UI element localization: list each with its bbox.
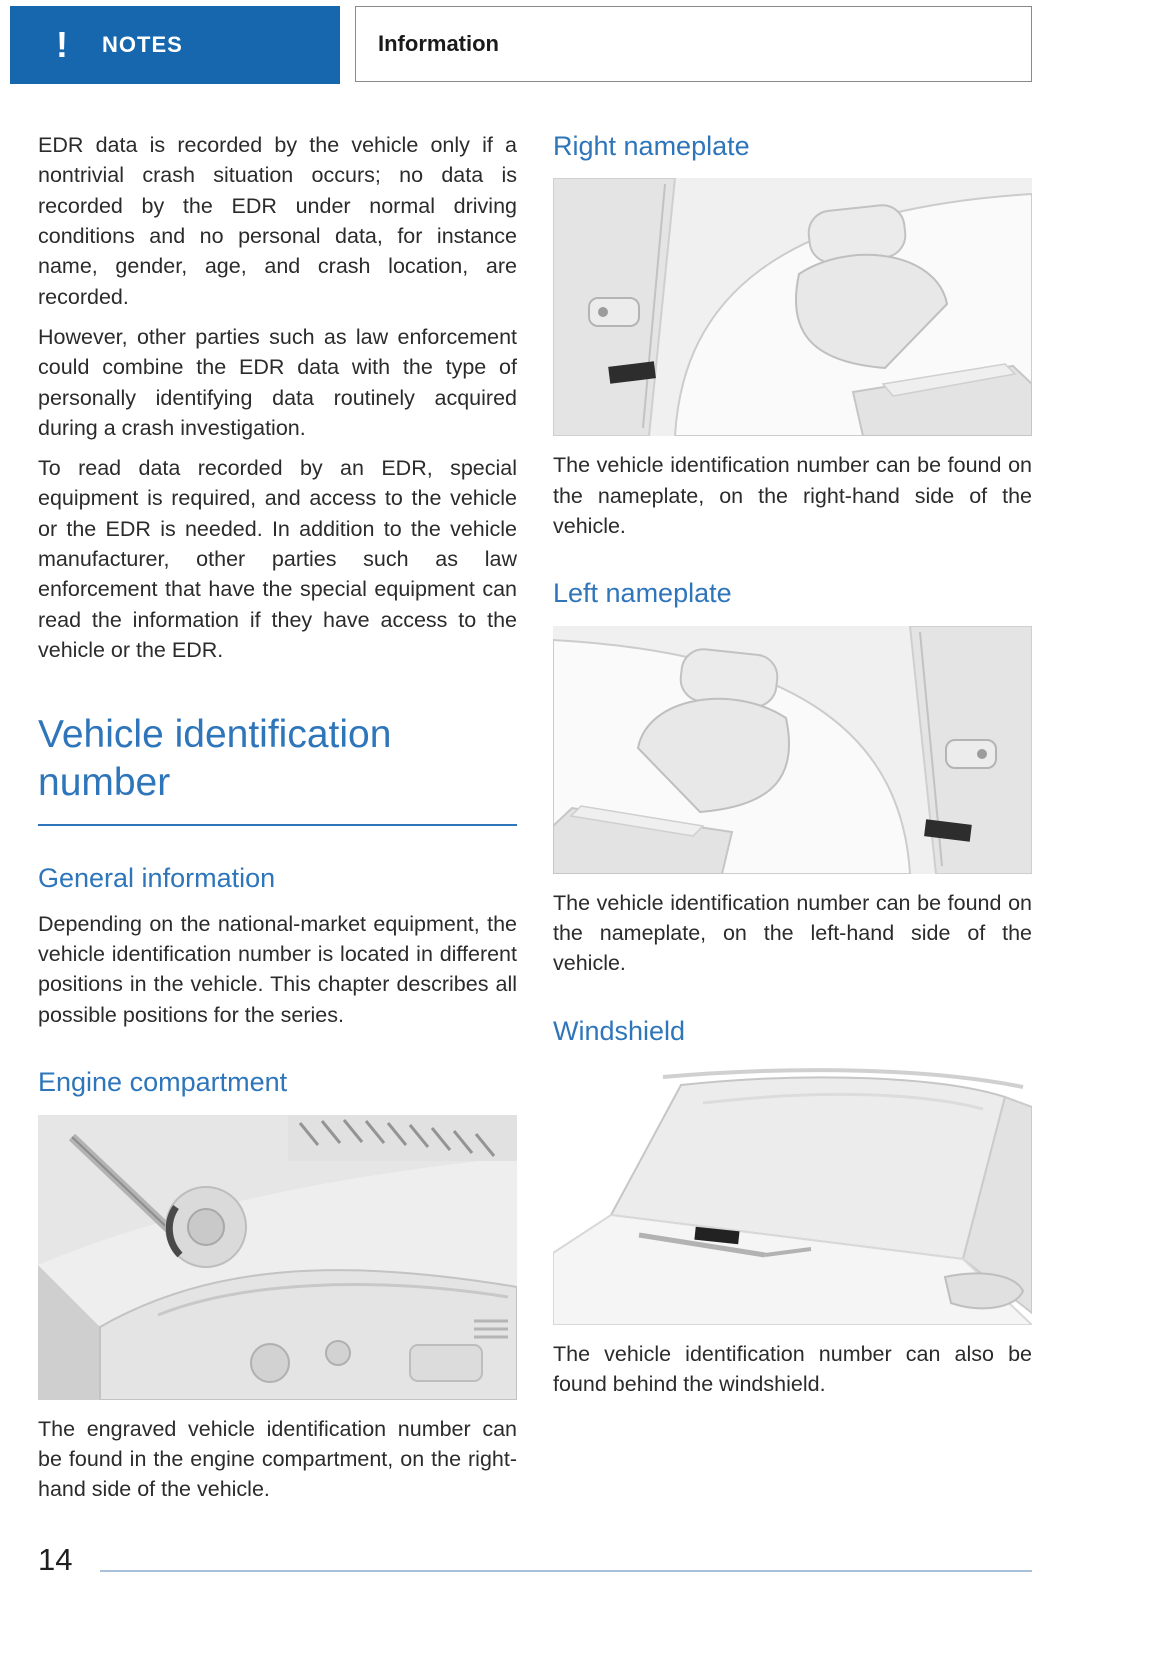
engine-compartment-illustration [38, 1115, 517, 1400]
chapter-title: Vehicle identification number [38, 711, 517, 826]
windshield-image [553, 1063, 1032, 1325]
left-nameplate-illustration [553, 626, 1032, 874]
heading-right-nameplate: Right nameplate [553, 131, 750, 161]
page-header [10, 6, 1032, 84]
edr-paragraph-1: EDR data is recorded by the vehicle only if a nontrivial crash situation occurs; no data is recorded by the EDR under normal driving conditions and no personal data, for instance name, gender, age, and crash location, are recorded. [38, 133, 517, 309]
heading-left-nameplate: Left nameplate [553, 578, 732, 609]
engine-compartment-caption: The engraved vehicle identification number can be found in the engine compartment, on the right-hand side of the vehicle. [38, 1416, 517, 1502]
footer-rule [100, 1570, 1032, 1572]
windshield-caption: The vehicle identification number can also be found behind the windshield. [553, 1342, 1032, 1397]
heading-engine-compartment: Engine compartment [38, 1067, 288, 1098]
edr-paragraph-2: However, other parties such as law enforcement could combine the EDR data with the type of personally identifying data routinely acquired during a crash investigation. [38, 324, 517, 440]
notes-label: NOTES [102, 32, 183, 57]
right-column [553, 130, 1032, 1504]
engine-compartment-image [38, 1115, 517, 1400]
section-title: Information [378, 31, 499, 56]
notes-exclamation-icon: ! [56, 24, 68, 65]
notes-tab [10, 6, 340, 84]
heading-windshield: Windshield [553, 1015, 686, 1046]
left-nameplate-caption: The vehicle identification number can be found on the nameplate, on the left-hand side of the vehicle. [553, 890, 1032, 976]
left-column [38, 130, 517, 1504]
heading-general-information: General information [38, 863, 276, 894]
right-nameplate-image [553, 178, 1032, 436]
page-number: 14 [38, 1542, 73, 1578]
edr-paragraph-3: To read data recorded by an EDR, special equipment is required, and access to the vehicle or the EDR is needed. In addition to the vehicle manufacturer, other parties such as law enforcement that have the special equipment can read the information if they have access to the vehicle or the EDR. [38, 456, 517, 662]
left-nameplate-image [553, 626, 1032, 874]
page-content [0, 84, 1165, 1504]
right-nameplate-illustration [553, 178, 1032, 436]
right-nameplate-caption: The vehicle identification number can be found on the nameplate, on the right-hand side of the vehicle. [553, 453, 1032, 539]
windshield-illustration [553, 1063, 1032, 1325]
section-title-box [355, 6, 1032, 82]
general-information-paragraph: Depending on the national-market equipment, the vehicle identification number is located in different positions in the vehicle. This chapter describes all possible positions for the series. [38, 911, 517, 1027]
page-footer [38, 1542, 1032, 1578]
